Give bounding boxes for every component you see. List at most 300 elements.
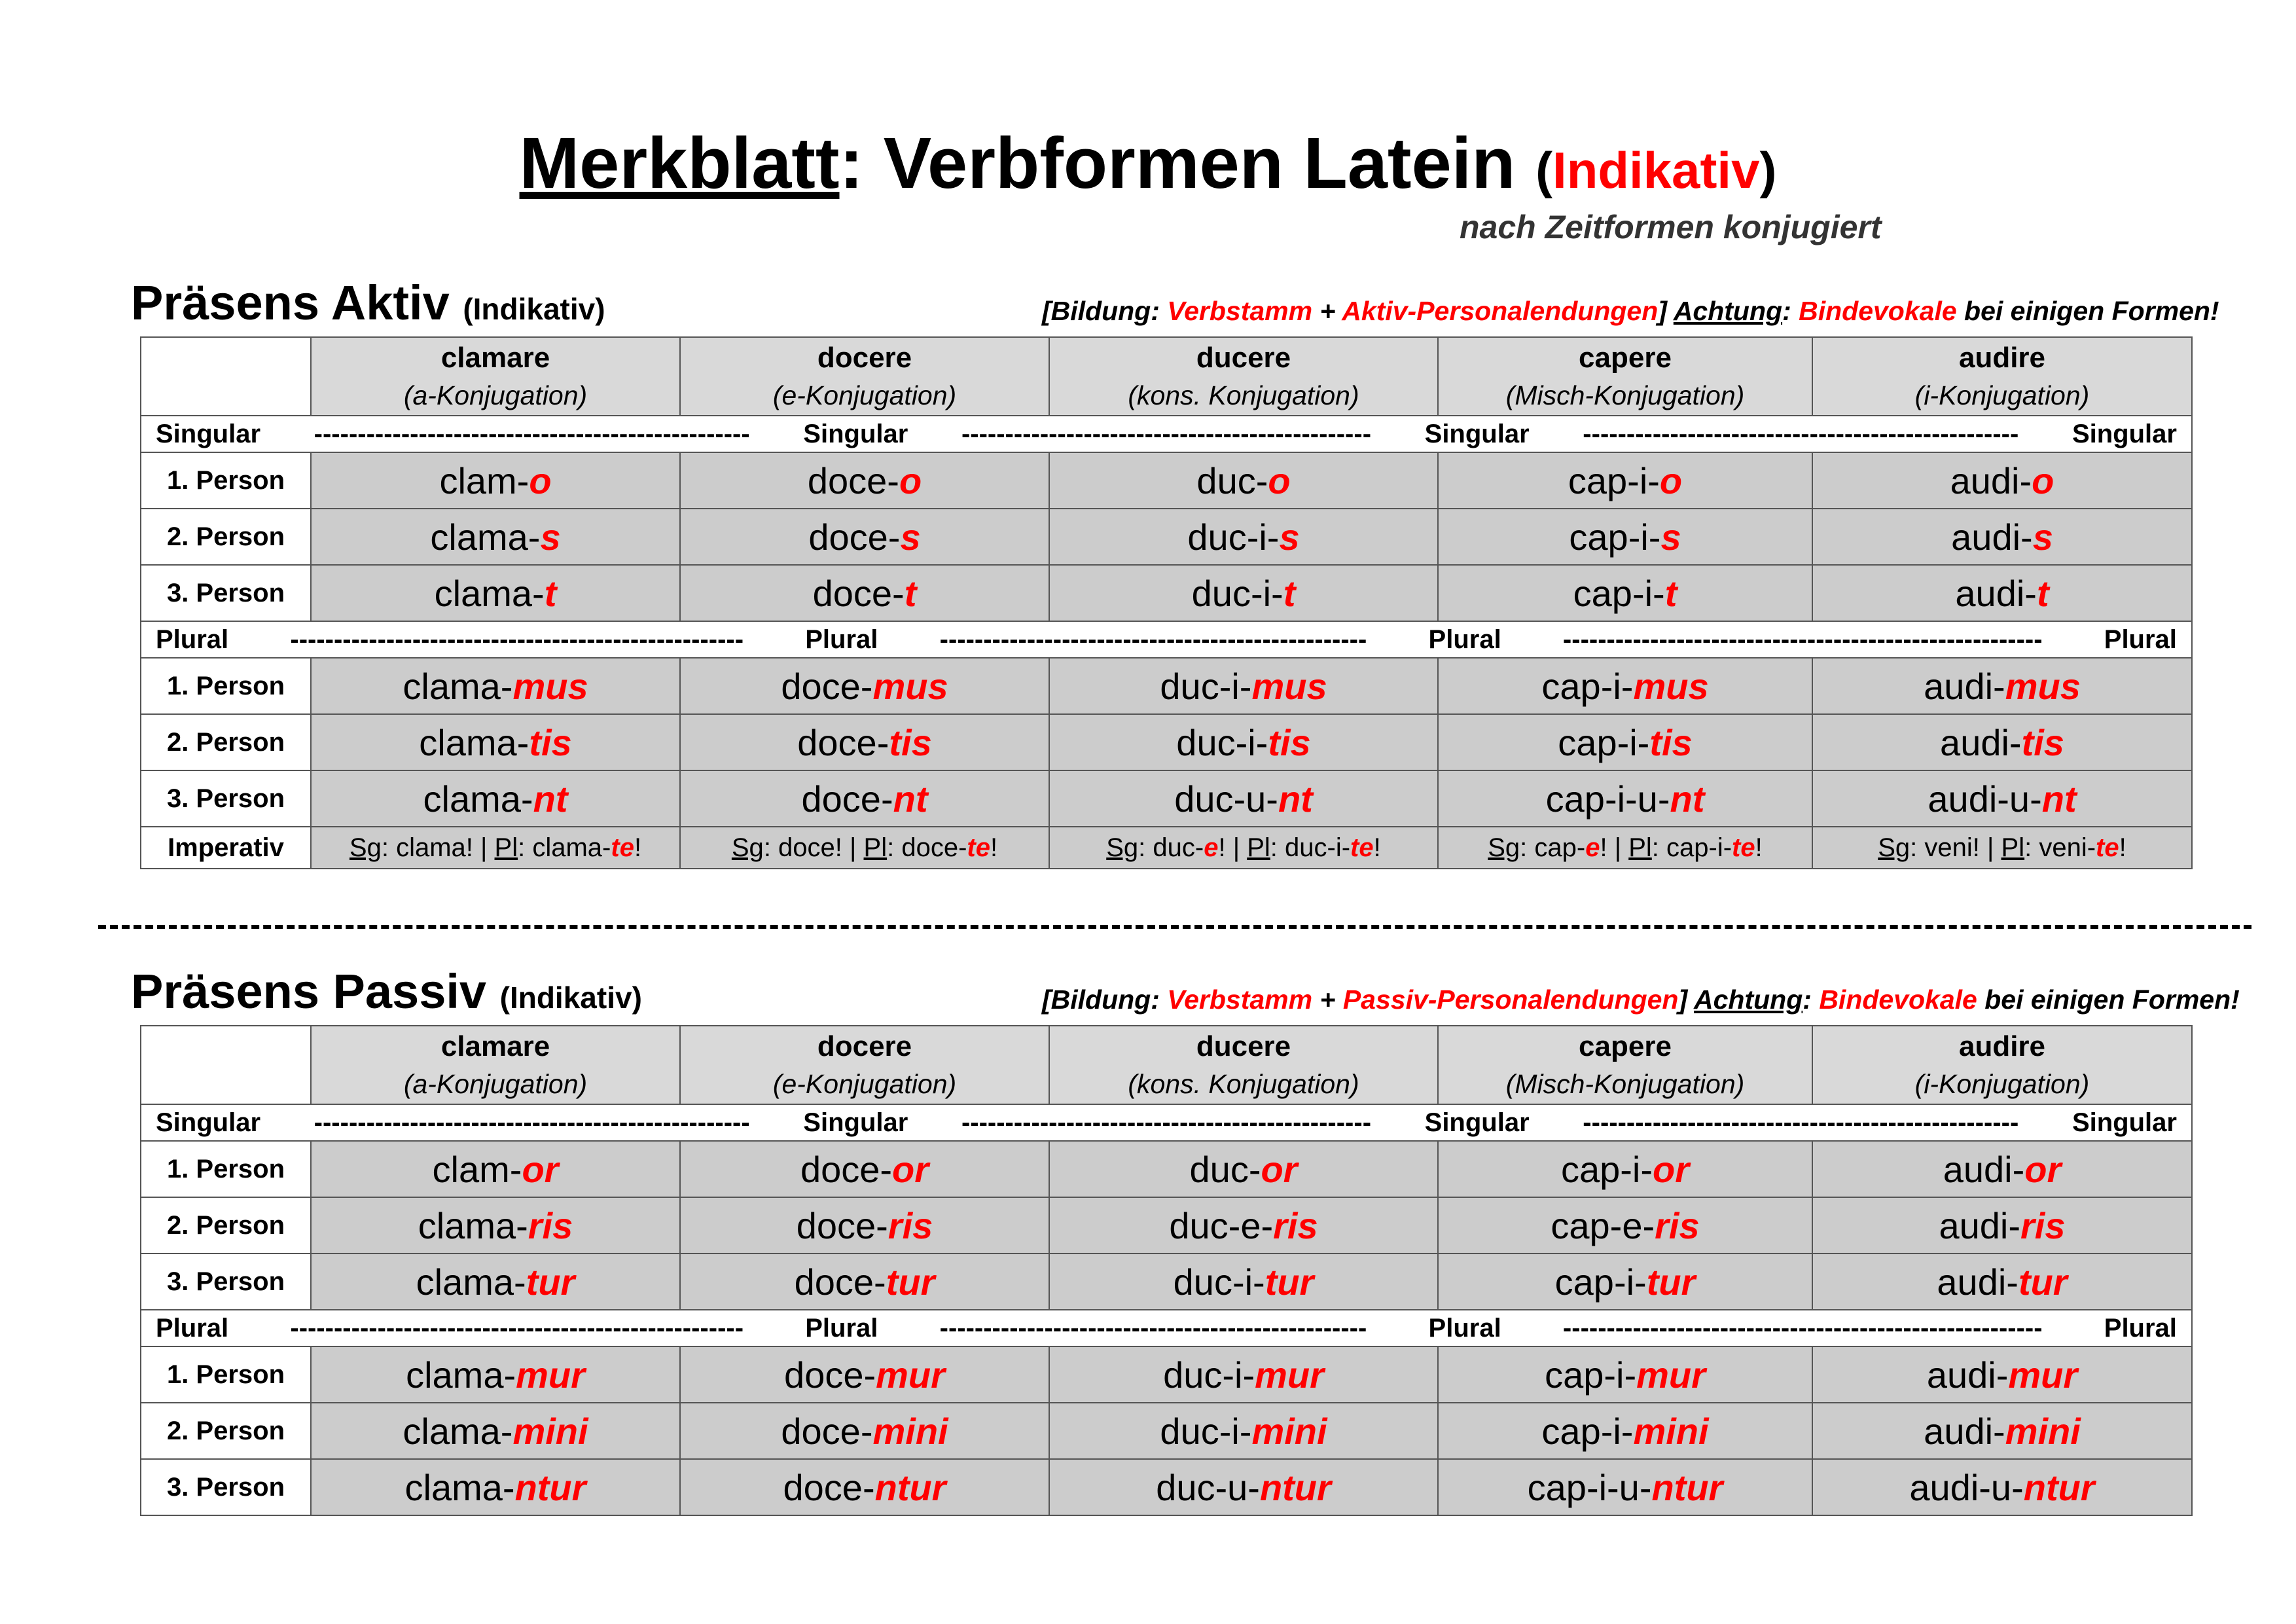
person-row	[141, 770, 2192, 827]
title-paren-close: )	[1759, 141, 1777, 199]
dash-separator: --------------------------------------------------	[1583, 419, 2019, 448]
verb-ending: ntur	[2023, 1466, 2095, 1508]
verb-ending: or	[1653, 1148, 1690, 1190]
person-row	[141, 509, 2192, 565]
verb-stem: duc-i-	[1160, 665, 1252, 707]
verb-form-cell	[311, 509, 680, 565]
plural-divider-content	[141, 625, 2191, 655]
verb-form-cell	[311, 1197, 680, 1254]
verb-header-cell	[1438, 337, 1812, 416]
verb-form-cell	[1049, 658, 1438, 714]
verb-stem: clama-	[423, 778, 533, 820]
imperative-pl-label: Pl	[1247, 833, 1270, 862]
verb-ending: s	[900, 516, 921, 558]
verb-ending: nt	[893, 778, 928, 820]
verb-stem: clama-	[404, 1466, 515, 1508]
verb-form-cell	[1438, 1197, 1812, 1254]
verb-stem: doce-	[783, 1466, 875, 1508]
imperative-sg-ending: e	[1204, 833, 1219, 862]
formation-plus: +	[1312, 984, 1343, 1015]
verb-stem: doce-	[784, 1354, 876, 1396]
verb-ending: tur	[2018, 1261, 2068, 1303]
person-row	[141, 658, 2192, 714]
verb-form-cell	[311, 658, 680, 714]
imperative-pl-ending: te	[2096, 833, 2119, 862]
title-highlight: Indikativ	[1552, 141, 1760, 199]
verb-form-cell	[1812, 1141, 2192, 1197]
dash-separator: -------------------------------------------------------	[1562, 624, 2043, 654]
imperative-sg-label: Sg	[1878, 833, 1910, 862]
person-row	[141, 1346, 2192, 1403]
verb-ending: ris	[888, 1204, 933, 1246]
imperative-pl-ending: te	[1350, 833, 1374, 862]
imperative-pl-ending: te	[1732, 833, 1755, 862]
verb-form-cell	[1812, 509, 2192, 565]
page-subtitle: nach Zeitformen konjugiert	[1460, 209, 1882, 245]
verb-stem: cap-i-	[1541, 1410, 1634, 1452]
verb-ending: ntur	[1651, 1466, 1723, 1508]
verb-stem: audi-	[1951, 516, 2033, 558]
verb-form-cell	[1812, 770, 2192, 827]
imperative-pl-label: Pl	[494, 833, 518, 862]
header-corner-cell	[141, 1026, 311, 1104]
verb-conjugation: (Misch-Konjugation)	[1505, 380, 1745, 410]
verb-form-cell	[311, 1141, 680, 1197]
plural-divider-content	[141, 1314, 2191, 1343]
imperative-cell: Sg: clama! | Pl: clama-te!	[311, 827, 680, 869]
verb-ending: or	[1261, 1148, 1298, 1190]
verb-form-cell	[1438, 658, 1812, 714]
verb-ending: mur	[1636, 1354, 1706, 1396]
verb-ending: ntur	[874, 1466, 946, 1508]
verb-form-cell	[1812, 565, 2192, 621]
imperative-sg-label: Sg	[731, 833, 764, 862]
verb-name: ducere	[1196, 342, 1291, 374]
verb-ending: o	[529, 460, 552, 501]
verb-stem: duc-i-	[1176, 721, 1268, 763]
formation-warn: Achtung	[1694, 984, 1803, 1015]
verb-ending: mini	[1251, 1410, 1327, 1452]
verb-stem: audi-	[1943, 1148, 2025, 1190]
verb-ending: o	[899, 460, 922, 501]
verb-stem: cap-i-	[1554, 1261, 1647, 1303]
verb-ending: ris	[1655, 1204, 1700, 1246]
verb-ending: mus	[512, 665, 588, 707]
verb-stem: audi-	[1940, 721, 2022, 763]
verb-name: docere	[817, 1030, 912, 1062]
plural-label: Plural	[2104, 624, 2177, 654]
verb-form-cell	[311, 1459, 680, 1515]
verb-stem: duc-e-	[1169, 1204, 1274, 1246]
verb-form-cell	[680, 452, 1049, 509]
imperative-cell: Sg: veni! | Pl: veni-te!	[1812, 827, 2192, 869]
formation-note-passiv	[1042, 984, 2240, 1015]
verb-stem: audi-	[1924, 1410, 2005, 1452]
formation-endings: Passiv-Personalendungen	[1342, 984, 1679, 1015]
dash-separator: -------------------------------------------------	[939, 1313, 1367, 1343]
plural-divider-cell	[141, 621, 2192, 658]
verb-form-cell	[1049, 1346, 1438, 1403]
formation-rest: bei einigen Formen!	[1977, 984, 2240, 1015]
verb-form-cell	[1049, 1254, 1438, 1310]
verb-stem: clam-	[439, 460, 529, 501]
verb-ending: tis	[1268, 721, 1311, 763]
imperative-pl-form: clama-	[532, 833, 611, 862]
imperative-pl-label: Pl	[1628, 833, 1652, 862]
verb-ending: mur	[876, 1354, 945, 1396]
section-title-passiv	[131, 964, 642, 1019]
verb-form-cell	[680, 1197, 1049, 1254]
dash-separator: --------------------------------------------------	[314, 1108, 750, 1137]
person-row	[141, 1254, 2192, 1310]
verb-form-cell	[680, 1459, 1049, 1515]
verb-form-cell	[680, 509, 1049, 565]
formation-open: [Bildung:	[1042, 984, 1168, 1015]
section-title-text: Präsens Passiv	[131, 964, 487, 1019]
verb-ending: s	[1660, 516, 1681, 558]
verb-ending: s	[2032, 516, 2053, 558]
verb-ending: nt	[1670, 778, 1705, 820]
section-divider-line	[98, 925, 2251, 929]
plural-divider-row	[141, 1310, 2192, 1346]
formation-plus: +	[1312, 296, 1342, 326]
verb-ending: o	[1659, 460, 1683, 501]
formation-colon: :	[1803, 984, 1820, 1015]
imperative-pl-ending: te	[967, 833, 990, 862]
singular-label: Singular	[1424, 1108, 1530, 1137]
formation-stem: Verbstamm	[1167, 296, 1313, 326]
imperative-cell: Sg: doce! | Pl: doce-te!	[680, 827, 1049, 869]
verb-stem: doce-	[794, 1261, 886, 1303]
verb-form-cell	[1438, 1459, 1812, 1515]
title-main-rest: Verbformen Latein	[863, 123, 1536, 204]
verb-form-cell	[1812, 1346, 2192, 1403]
verb-stem: clam-	[432, 1148, 522, 1190]
verb-ending: tis	[1649, 721, 1693, 763]
plural-divider-cell	[141, 1310, 2192, 1346]
verb-conjugation: (a-Konjugation)	[403, 380, 588, 410]
verb-form-cell	[1049, 1197, 1438, 1254]
verb-ending: tis	[889, 721, 932, 763]
verb-stem: doce-	[797, 721, 889, 763]
person-row	[141, 1459, 2192, 1515]
verb-ending: tur	[886, 1261, 935, 1303]
title-paren-open: (	[1535, 141, 1553, 199]
singular-label: Singular	[2072, 1108, 2177, 1137]
verb-stem: duc-u-	[1174, 778, 1278, 820]
conjugation-table-passiv	[140, 1025, 2193, 1516]
verb-header-cell	[1812, 337, 2192, 416]
section-title-text: Präsens Aktiv	[131, 276, 450, 330]
verb-form-cell	[1812, 1459, 2192, 1515]
verb-form-cell	[1812, 452, 2192, 509]
imperative-sg-form: veni	[1924, 833, 1973, 862]
person-label: 3. Person	[141, 770, 311, 827]
imperative-sg-form: cap-	[1534, 833, 1586, 862]
verb-form-cell	[680, 1141, 1049, 1197]
verb-form-cell	[680, 1403, 1049, 1459]
plural-label: Plural	[1428, 624, 1501, 654]
verb-stem: duc-i-	[1173, 1261, 1265, 1303]
verb-ending: o	[1268, 460, 1291, 501]
verb-stem: duc-	[1189, 1148, 1261, 1190]
verb-form-cell	[1438, 1254, 1812, 1310]
verb-stem: audi-	[1955, 572, 2037, 614]
verb-form-cell	[680, 714, 1049, 770]
verb-ending: nt	[1278, 778, 1313, 820]
singular-divider-row	[141, 416, 2192, 452]
imperative-cell: Sg: cap-e! | Pl: cap-i-te!	[1438, 827, 1812, 869]
verb-name: capere	[1579, 1030, 1672, 1062]
verb-conjugation: (a-Konjugation)	[403, 1069, 588, 1099]
verb-ending: ris	[528, 1204, 573, 1246]
verb-header-cell	[1049, 337, 1438, 416]
verb-ending: nt	[2041, 778, 2077, 820]
person-label: 1. Person	[141, 1141, 311, 1197]
person-label: 3. Person	[141, 565, 311, 621]
verb-ending: mur	[516, 1354, 585, 1396]
verb-name: capere	[1579, 342, 1672, 374]
dash-separator: ----------------------------------------------------	[290, 1313, 744, 1343]
formation-stem: Verbstamm	[1167, 984, 1313, 1015]
verb-ending: s	[1279, 516, 1300, 558]
verb-ending: mus	[2005, 665, 2081, 707]
verb-form-cell	[311, 714, 680, 770]
verb-form-cell	[311, 565, 680, 621]
verb-name: audire	[1958, 1030, 2046, 1062]
imperative-sg-label: Sg	[1488, 833, 1520, 862]
verb-stem: audi-u-	[1928, 778, 2042, 820]
singular-label: Singular	[803, 1108, 908, 1137]
header-row	[141, 337, 2192, 416]
singular-divider-cell	[141, 1104, 2192, 1141]
plural-label: Plural	[2104, 1313, 2177, 1343]
verb-stem: clama-	[416, 1261, 526, 1303]
verb-stem: cap-i-	[1568, 460, 1660, 501]
formation-vowels: Bindevokale	[1819, 984, 1977, 1015]
verb-stem: cap-i-	[1541, 665, 1634, 707]
verb-stem: clama-	[403, 665, 513, 707]
dash-separator: ----------------------------------------------------	[290, 624, 744, 654]
verb-name: clamare	[440, 1030, 550, 1062]
verb-stem: duc-	[1196, 460, 1268, 501]
verb-form-cell	[1049, 714, 1438, 770]
person-row	[141, 565, 2192, 621]
person-row	[141, 452, 2192, 509]
verb-stem: cap-e-	[1551, 1204, 1655, 1246]
verb-conjugation: (kons. Konjugation)	[1128, 1069, 1359, 1099]
imperative-pl-label: Pl	[863, 833, 888, 862]
imperative-pl-ending: te	[611, 833, 634, 862]
verb-stem: clama-	[406, 1354, 516, 1396]
verb-form-cell	[1812, 714, 2192, 770]
verb-stem: doce-	[808, 516, 901, 558]
person-label: 1. Person	[141, 452, 311, 509]
plural-label: Plural	[156, 1313, 229, 1343]
verb-form-cell	[1049, 509, 1438, 565]
verb-ending: mur	[1255, 1354, 1324, 1396]
verb-stem: doce-	[807, 460, 899, 501]
verb-stem: clama-	[430, 516, 541, 558]
verb-name: ducere	[1196, 1030, 1291, 1062]
verb-ending: mur	[2008, 1354, 2078, 1396]
dash-separator: -----------------------------------------------	[961, 419, 1372, 448]
verb-ending: or	[892, 1148, 929, 1190]
singular-divider-content	[141, 1108, 2191, 1138]
section-title-small: (Indikativ)	[463, 292, 605, 326]
formation-note-aktiv	[1042, 296, 2219, 327]
verb-form-cell	[1049, 1459, 1438, 1515]
imperative-pl-form: veni-	[2039, 833, 2096, 862]
verb-ending: ris	[2020, 1204, 2066, 1246]
formation-open: [Bildung:	[1042, 296, 1168, 326]
verb-form-cell	[1438, 770, 1812, 827]
verb-form-cell	[680, 565, 1049, 621]
person-label: 3. Person	[141, 1459, 311, 1515]
title-main-underlined: Merkblatt	[519, 123, 840, 204]
verb-stem: cap-i-	[1569, 516, 1661, 558]
verb-conjugation: (e-Konjugation)	[772, 1069, 957, 1099]
verb-stem: duc-u-	[1156, 1466, 1260, 1508]
dash-separator: -------------------------------------------------	[939, 624, 1367, 654]
verb-ending: mus	[872, 665, 948, 707]
verb-stem: doce-	[801, 778, 893, 820]
person-row	[141, 714, 2192, 770]
verb-ending: mus	[1633, 665, 1709, 707]
verb-ending: ntur	[1259, 1466, 1331, 1508]
formation-warn: Achtung	[1673, 296, 1783, 326]
formation-close: ]	[1678, 984, 1695, 1015]
verb-stem: doce-	[781, 1410, 873, 1452]
verb-ending: tis	[2021, 721, 2064, 763]
verb-stem: audi-	[1939, 1204, 2021, 1246]
person-row	[141, 1403, 2192, 1459]
plural-label: Plural	[156, 624, 229, 654]
verb-stem: duc-i-	[1187, 516, 1280, 558]
singular-label: Singular	[803, 419, 908, 448]
verb-stem: audi-	[1950, 460, 2032, 501]
verb-ending: t	[904, 572, 917, 614]
verb-conjugation: (kons. Konjugation)	[1128, 380, 1359, 410]
verb-ending: ntur	[514, 1466, 586, 1508]
verb-stem: duc-i-	[1191, 572, 1283, 614]
verb-ending: ris	[1273, 1204, 1318, 1246]
verb-stem: doce-	[796, 1204, 888, 1246]
person-label: 1. Person	[141, 658, 311, 714]
singular-divider-row	[141, 1104, 2192, 1141]
verb-header-cell	[311, 337, 680, 416]
verb-ending: t	[2036, 572, 2049, 614]
verb-header-cell	[1812, 1026, 2192, 1104]
formation-colon: :	[1782, 296, 1799, 326]
verb-form-cell	[680, 658, 1049, 714]
verb-form-cell	[311, 770, 680, 827]
verb-form-cell	[1438, 714, 1812, 770]
verb-ending: t	[1283, 572, 1296, 614]
verb-ending: t	[1664, 572, 1677, 614]
verb-stem: duc-i-	[1160, 1410, 1252, 1452]
verb-stem: doce-	[800, 1148, 893, 1190]
imperative-pl-form: doce-	[901, 833, 967, 862]
verb-ending: or	[522, 1148, 559, 1190]
person-label: 2. Person	[141, 1197, 311, 1254]
verb-stem: duc-i-	[1163, 1354, 1255, 1396]
verb-form-cell	[1438, 565, 1812, 621]
verb-stem: clama-	[403, 1410, 513, 1452]
formation-close: ]	[1658, 296, 1674, 326]
person-label: 3. Person	[141, 1254, 311, 1310]
verb-form-cell	[311, 452, 680, 509]
dash-separator: --------------------------------------------------	[1583, 1108, 2019, 1137]
verb-header-cell	[1049, 1026, 1438, 1104]
verb-form-cell	[1812, 1254, 2192, 1310]
imperative-sg-form: clama	[396, 833, 466, 862]
imperative-pl-form: cap-i-	[1666, 833, 1732, 862]
verb-name: docere	[817, 342, 912, 374]
imperative-cell: Sg: duc-e! | Pl: duc-i-te!	[1049, 827, 1438, 869]
imperative-sg-ending: e	[1585, 833, 1600, 862]
verb-form-cell	[1049, 452, 1438, 509]
verb-ending: or	[2024, 1148, 2062, 1190]
verb-form-cell	[680, 1346, 1049, 1403]
verb-ending: mus	[1251, 665, 1327, 707]
verb-header-cell	[680, 337, 1049, 416]
imperative-sg-label: Sg	[1106, 833, 1139, 862]
title-colon: :	[839, 123, 864, 204]
verb-stem: cap-i-	[1573, 572, 1665, 614]
person-row	[141, 1141, 2192, 1197]
section-title-aktiv	[131, 275, 605, 331]
verb-conjugation: (i-Konjugation)	[1914, 1069, 2090, 1099]
verb-form-cell	[1438, 452, 1812, 509]
imperative-sg-form: doce	[778, 833, 835, 862]
singular-label: Singular	[156, 419, 261, 448]
verb-stem: audi-u-	[1909, 1466, 2024, 1508]
verb-stem: audi-	[1926, 1354, 2009, 1396]
verb-form-cell	[1049, 770, 1438, 827]
person-label: 2. Person	[141, 509, 311, 565]
section-title-small: (Indikativ)	[499, 981, 642, 1015]
header-row	[141, 1026, 2192, 1104]
imperative-sg-form: duc-	[1153, 833, 1204, 862]
verb-ending: tis	[529, 721, 572, 763]
conjugation-table-aktiv	[140, 336, 2193, 869]
imperative-pl-form: duc-i-	[1285, 833, 1351, 862]
verb-ending: mini	[512, 1410, 588, 1452]
verb-form-cell	[1812, 1403, 2192, 1459]
verb-ending: mini	[872, 1410, 948, 1452]
person-label: 2. Person	[141, 1403, 311, 1459]
verb-conjugation: (i-Konjugation)	[1914, 380, 2090, 410]
verb-form-cell	[680, 1254, 1049, 1310]
person-row	[141, 1197, 2192, 1254]
formation-vowels: Bindevokale	[1799, 296, 1957, 326]
verb-form-cell	[1438, 1346, 1812, 1403]
verb-form-cell	[1438, 509, 1812, 565]
verb-ending: nt	[533, 778, 568, 820]
verb-stem: audi-	[1937, 1261, 2018, 1303]
verb-ending: mini	[2005, 1410, 2081, 1452]
imperative-label: Imperativ	[141, 827, 311, 869]
verb-stem: cap-i-	[1560, 1148, 1653, 1190]
verb-stem: cap-i-	[1558, 721, 1650, 763]
singular-divider-cell	[141, 416, 2192, 452]
verb-form-cell	[311, 1346, 680, 1403]
verb-ending: o	[2032, 460, 2054, 501]
verb-stem: clama-	[418, 1204, 528, 1246]
verb-stem: doce-	[781, 665, 873, 707]
dash-separator: --------------------------------------------------	[314, 419, 750, 448]
